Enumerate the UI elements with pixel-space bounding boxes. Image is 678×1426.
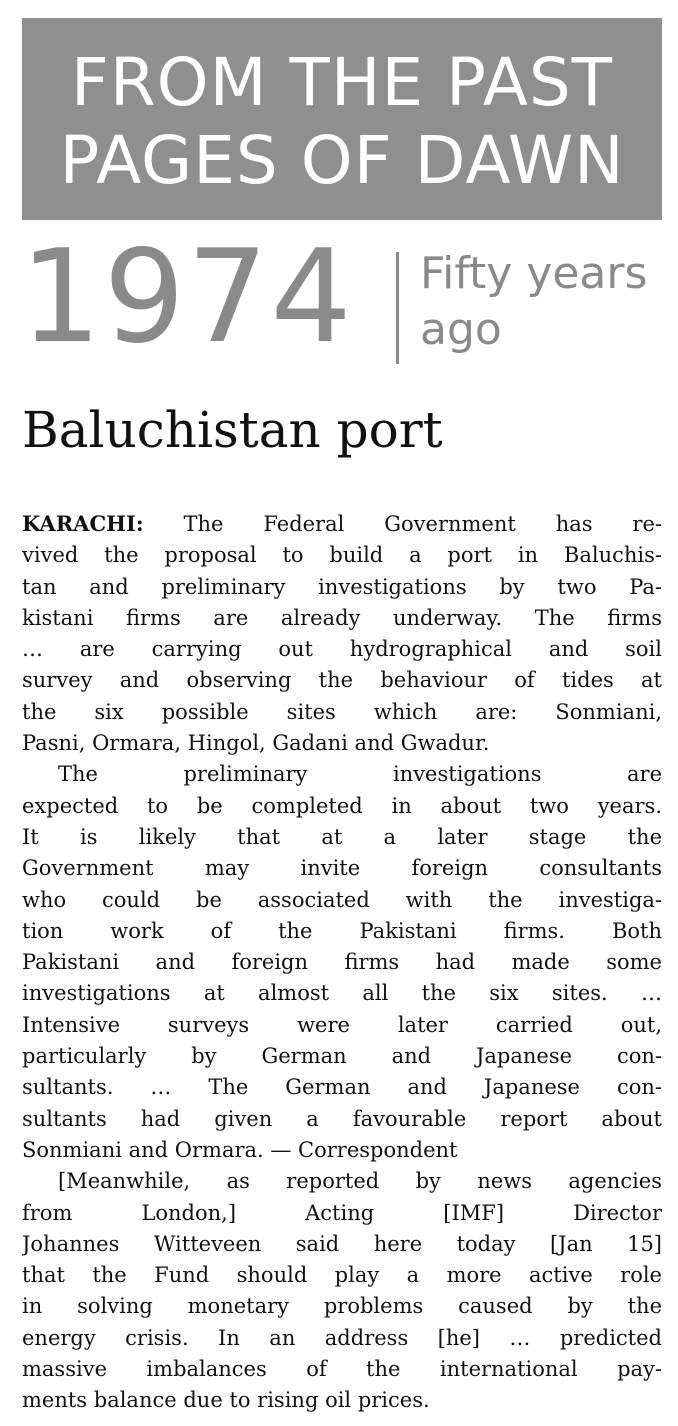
article-line: tan and preliminary investigations by two Pa- (22, 574, 662, 599)
year-label: 1974 (20, 223, 354, 372)
article-line: energy crisis. In an address [he] … predicted (22, 1325, 662, 1350)
article-line: Government may invite foreign consultants (22, 856, 662, 881)
article-line: … are carrying out hydrographical and soil (22, 637, 662, 662)
article-line: tion work of the Pakistani firms. Both (22, 918, 662, 943)
article-line: investigations at almost all the six sites. … (22, 981, 662, 1006)
article-line: who could be associated with the investiga- (22, 887, 662, 912)
article-line: sultants had given a favourable report about (22, 1106, 662, 1131)
article-line-text: The Federal Government has re- (143, 512, 662, 536)
article-line: Sonmiani and Ormara. — Correspondent (22, 1137, 458, 1162)
article-body (22, 508, 662, 1417)
article-line: in solving monetary problems caused by the (22, 1294, 662, 1319)
article-line: expected to be completed in about two years. (22, 793, 662, 818)
article-line: sultants. … The German and Japanese con- (22, 1075, 662, 1100)
article-line: from London,] Acting [IMF] Director (22, 1200, 662, 1225)
article-line: the six possible sites which are: Sonmiani, (22, 699, 662, 724)
dateline: KARACHI: (22, 511, 144, 536)
article-line: survey and observing the behaviour of tides at (22, 668, 662, 693)
article-headline: Baluchistan port (22, 401, 443, 459)
article-line: vived the proposal to build a port in Baluchis- (22, 543, 662, 568)
banner-line-1: FROM THE PAST (70, 44, 614, 121)
article-line: It is likely that at a later stage the (22, 824, 662, 849)
article-line: Johannes Witteveen said here today [Jan 15] (22, 1231, 662, 1256)
article-line: massive imbalances of the international pay- (22, 1357, 662, 1382)
subtitle-line-1: Fifty years (420, 248, 648, 299)
article-line: Pakistani and foreign firms had made some (22, 950, 662, 975)
banner-line-2: PAGES OF DAWN (59, 122, 625, 199)
article-line: particularly by German and Japanese con- (22, 1044, 662, 1069)
subtitle-line-2: ago (420, 304, 502, 355)
article-line: Intensive surveys were later carried out, (22, 1012, 662, 1037)
article-line: that the Fund should play a more active role (22, 1263, 662, 1288)
article-line: The preliminary investigations are (58, 762, 662, 787)
article-line: Pasni, Ormara, Hingol, Gadani and Gwadur. (22, 731, 490, 756)
section-banner (22, 18, 662, 220)
article-line: kistani firms are already underway. The firms (22, 605, 662, 630)
year-header (20, 223, 670, 372)
article-line: [Meanwhile, as reported by news agencies (58, 1169, 662, 1194)
article-line (22, 508, 662, 540)
years-ago-label (420, 246, 678, 358)
year-divider (396, 252, 399, 364)
article-line: ments balance due to rising oil prices. (22, 1388, 430, 1413)
